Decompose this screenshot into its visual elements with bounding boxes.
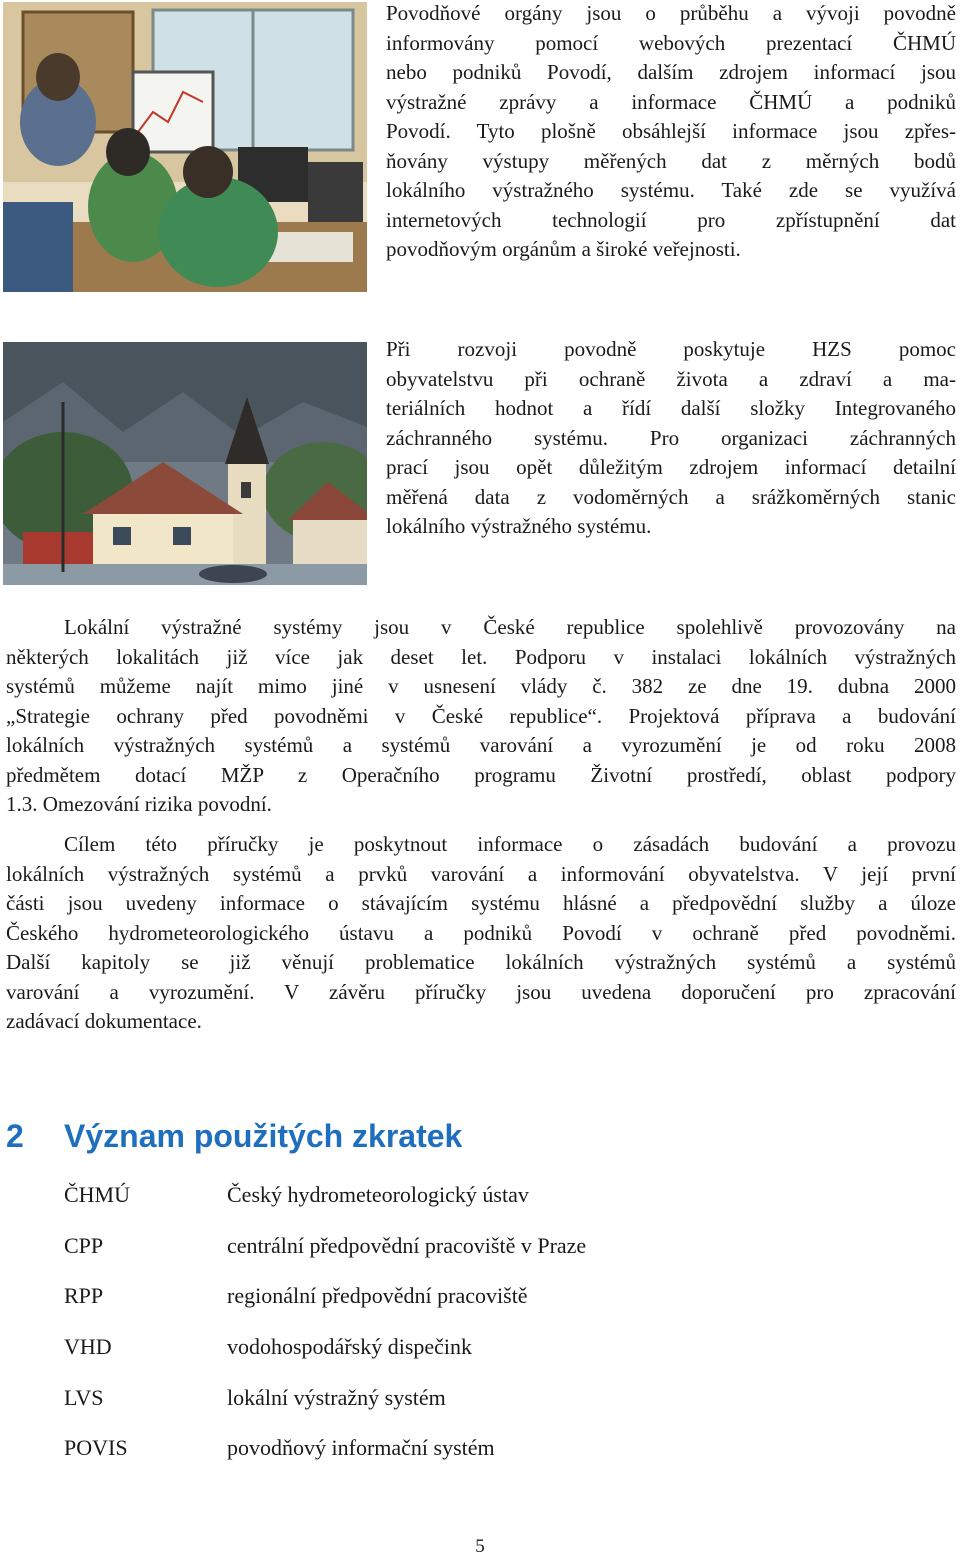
abbreviation-code: RPP: [64, 1283, 104, 1308]
text-line: výstražné zprávy a informace ČHMÚ a podniků: [386, 89, 956, 114]
illustration-control-room: [3, 2, 367, 292]
text-line: Českého hydrometeorologického ústavu a podniků Povodí v ochraně před povodněmi.: [6, 920, 956, 945]
text-line: teriálních hodnot a řídí další složky Integrovaného: [386, 396, 956, 420]
text-line: Cílem této příručky je poskytnout informace o zásadách budování a provozu: [64, 832, 956, 856]
text-line: Při rozvoji povodně poskytuje HZS pomoc: [386, 337, 956, 361]
abbreviation-description: regionální předpovědní pracoviště: [227, 1283, 528, 1308]
text-line: Povodňové orgány jsou o průběhu a vývoji povodně: [386, 1, 956, 25]
text-line: nebo podniků Povodí, dalším zdrojem informací jsou: [386, 60, 956, 84]
text-line: Další kapitoly se již věnují problematice lokálních výstražných systémů a systémů: [6, 950, 956, 974]
text-line: ňovány výstupy měřených dat z měrných bodů: [386, 148, 956, 173]
text-line: prací jsou opět důležitým zdrojem informací detailní: [386, 455, 956, 479]
text-line: povodňovým orgánům a široké veřejnosti.: [386, 237, 741, 261]
paragraph-hzs: [386, 335, 956, 542]
paragraph-flood-authorities: [386, 0, 956, 265]
abbreviation-description: vodohospodářský dispečink: [227, 1334, 473, 1359]
abbreviation-description: lokální výstražný systém: [227, 1385, 446, 1410]
text-line: informovány pomocí webových prezentací ČHMÚ: [386, 30, 956, 55]
abbreviation-description: Český hydrometeorologický ústav: [227, 1182, 529, 1207]
section-number: 2: [6, 1118, 24, 1154]
text-line: Lokální výstražné systémy jsou v České republice spolehlivě provozovány na: [64, 615, 956, 639]
text-line: některých lokalitách již více jak deset let. Podporu v instalaci lokálních výstražných: [6, 644, 956, 669]
text-line: záchranného systému. Pro organizaci záchranných: [386, 425, 956, 450]
paragraph-local-warning-systems: [6, 613, 956, 820]
text-line: předmětem dotací MŽP z Operačního programu Životní prostředí, oblast podpory: [6, 762, 956, 787]
section-title: Význam použitých zkratek: [64, 1118, 463, 1154]
text-line: lokálního výstražného systému.: [386, 514, 652, 538]
page-number: 5: [475, 1536, 485, 1557]
text-line: systémů můžeme najít mimo jiné v usnesení vlády č. 382 ze dne 19. dubna 2000: [6, 674, 956, 698]
text-line: varování a vyrozumění. V závěru příručky jsou uvedena doporučení pro zpracování: [6, 979, 956, 1004]
paragraph-handbook-aim: [6, 830, 956, 1037]
text-line: lokálních výstražných systémů a systémů varování a vyrozumění je od roku 2008: [6, 733, 956, 757]
text-line: „Strategie ochrany před povodněmi v České republice“. Projektová příprava a budování: [6, 703, 956, 728]
abbreviation-code: POVIS: [64, 1435, 128, 1460]
text-line: internetových technologií pro zpřístupnění dat: [386, 207, 956, 232]
text-line: měřená data z vodoměrných a srážkoměrných stanic: [386, 484, 956, 509]
abbreviation-code: VHD: [64, 1334, 112, 1359]
abbreviation-code: ČHMÚ: [64, 1182, 131, 1207]
text-line: části jsou uvedeny informace o stávajícím systému hlásné a předpovědní služby a úloze: [6, 891, 956, 915]
text-line: lokálních výstražných systémů a prvků varování a informování obyvatelstva. V její první: [6, 861, 956, 886]
section-heading: [6, 1118, 462, 1155]
text-line: obyvatelstvu při ochraně života a zdraví a ma-: [386, 366, 956, 391]
abbreviation-description: povodňový informační systém: [227, 1435, 495, 1460]
abbreviation-description: centrální předpovědní pracoviště v Praze: [227, 1233, 587, 1258]
abbreviation-code: LVS: [64, 1385, 104, 1410]
text-line: Povodí. Tyto plošně obsáhlejší informace jsou zpřes-: [386, 119, 956, 143]
illustration-village-flood: [3, 342, 367, 585]
text-line: zadávací dokumentace.: [6, 1009, 202, 1033]
text-line: 1.3. Omezování rizika povodní.: [6, 792, 272, 816]
text-line: lokálního výstražného systému. Také zde se využívá: [386, 178, 956, 202]
abbreviation-code: CPP: [64, 1233, 104, 1258]
